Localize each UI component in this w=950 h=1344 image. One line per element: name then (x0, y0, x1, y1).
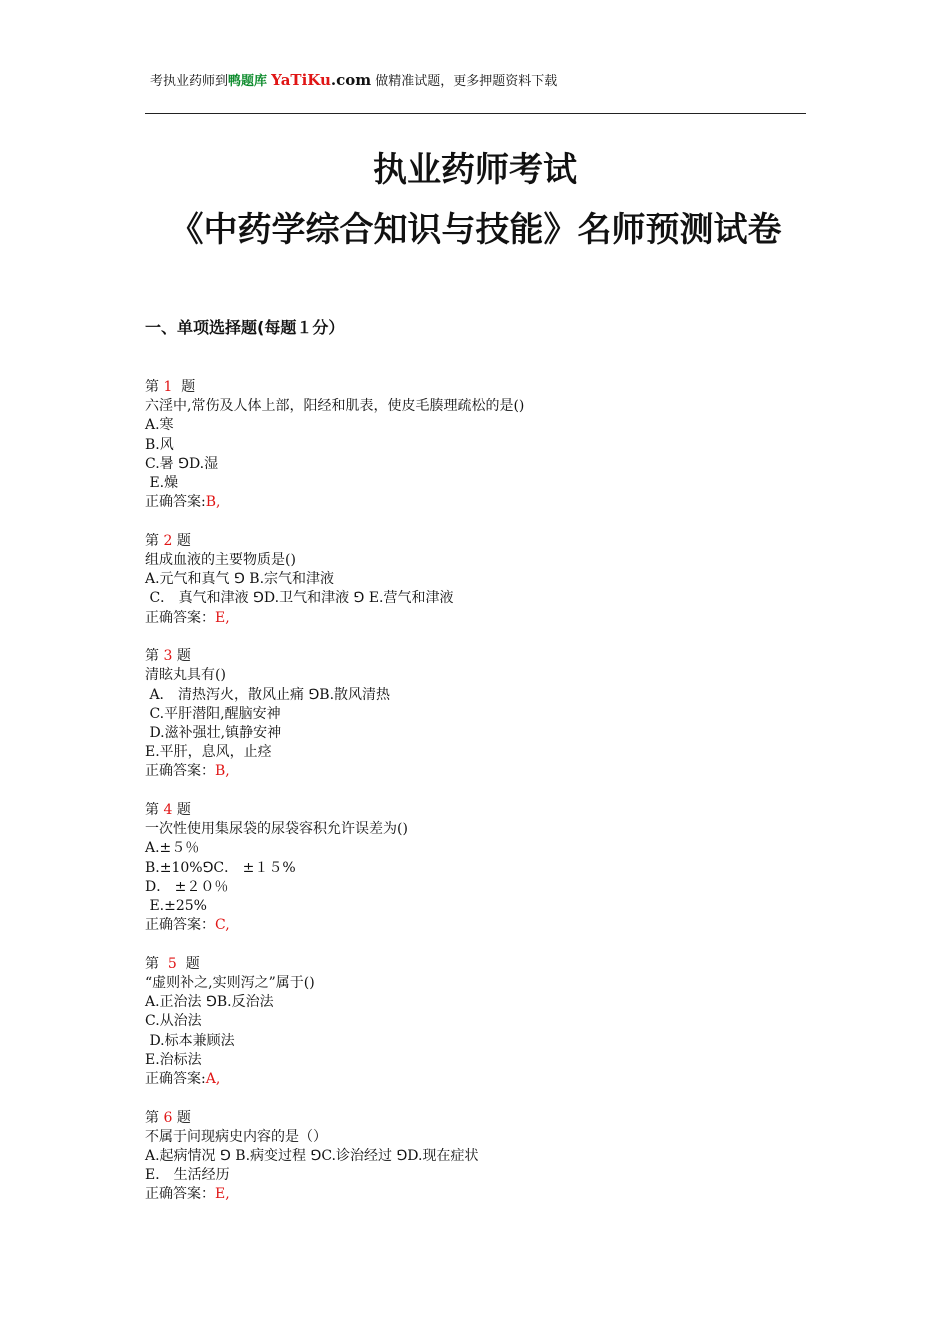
question-number (145, 532, 806, 551)
answer-label: 正确答案: (145, 1071, 206, 1087)
answer-option: D． ±２０％ (145, 878, 229, 895)
brand-name-cn: 鸭题库 (228, 74, 268, 89)
answer-option: A.±５％ (145, 840, 200, 857)
question-number (145, 801, 806, 820)
correct-answer (145, 916, 806, 935)
question-number-prefix: 第 (145, 648, 164, 665)
question-number-suffix: 题 (176, 955, 200, 972)
answer-option: B.±10%⅁C． ±１５% (145, 859, 296, 876)
section-heading: 一、单项选择题(每题１分） (145, 318, 345, 337)
answer-label: 正确答案： (145, 917, 215, 934)
answer-option: A.元气和真气 ⅁ B.宗气和津液 (145, 571, 335, 588)
question-number-prefix: 第 (145, 955, 168, 972)
answer-option: E.±25% (145, 898, 207, 914)
answer-option: C.从治法 (145, 1013, 202, 1030)
answer-value: E, (215, 1186, 230, 1203)
answer-option: D.标本兼顾法 (145, 1032, 235, 1049)
answer-value: A, (205, 1071, 221, 1087)
question-number-prefix: 第 (145, 802, 164, 819)
correct-answer (145, 1070, 806, 1089)
question-number (145, 647, 806, 666)
question-number-prefix: 第 (145, 1109, 164, 1126)
question-stem: 六淫中,常伤及人体上部，阳经和肌表，使皮毛腠理疏松的是() (145, 398, 525, 415)
answer-option: E.燥 (145, 474, 179, 491)
brand-name-en: YaTiKu (271, 71, 331, 89)
question-number-suffix: 题 (172, 532, 191, 549)
header-suffix: 做精准试题，更多押题资料下载 (375, 74, 558, 89)
correct-answer (145, 1185, 806, 1204)
question-block (145, 955, 806, 1089)
answer-option: A． 清热泻火，散风止痛 ⅁B.散风清热 (145, 686, 391, 703)
question-block (145, 801, 806, 935)
answer-option: E． 生活经历 (145, 1167, 230, 1184)
question-number-value: 6 (163, 1109, 173, 1126)
header-banner (150, 70, 557, 89)
answer-option: C.平肝潜阳,醒脑安神 (145, 705, 281, 722)
answer-option: A.寒 (145, 417, 174, 434)
question-stem: 组成血液的主要物质是() (145, 552, 296, 568)
answer-label: 正确答案： (145, 1186, 215, 1203)
question-number-prefix: 第 (145, 379, 164, 395)
answer-label: 正确答案： (145, 763, 215, 780)
answer-option: C.暑 ⅁D.湿 (145, 455, 219, 472)
question-number-value: 3 (163, 648, 173, 665)
paper-title: 《中药学综合知识与技能》名师预测试卷 (169, 210, 782, 250)
answer-value: E, (215, 609, 230, 626)
question-number (145, 1109, 806, 1128)
answer-value: C, (215, 917, 230, 934)
question-number-value: 2 (163, 532, 173, 549)
answer-option: A.正治法 ⅁B.反治法 (145, 994, 274, 1011)
question-number-suffix: 题 (172, 379, 196, 395)
answer-option: A.起病情况 ⅁ B.病变过程 ⅁C.诊治经过 ⅁D.现在症状 (145, 1148, 479, 1165)
question-stem: 不属于问现病史内容的是（） (145, 1128, 327, 1145)
question-number (145, 378, 806, 397)
question-block (145, 378, 806, 512)
correct-answer (145, 493, 806, 512)
answer-value: B, (205, 494, 221, 511)
answer-option: B.风 (145, 436, 174, 453)
header-prefix: 考执业药师到 (150, 74, 229, 89)
correct-answer (145, 609, 806, 628)
question-block (145, 532, 806, 628)
question-number-suffix: 题 (172, 802, 191, 819)
answer-option: E.治标法 (145, 1051, 202, 1068)
answer-option: C． 真气和津液 ⅁D.卫气和津液 ⅁ E.营气和津液 (145, 590, 454, 607)
question-number-suffix: 题 (172, 1109, 191, 1126)
answer-label: 正确答案： (145, 609, 215, 626)
question-number (145, 955, 806, 974)
question-stem: 清眩丸具有() (145, 667, 226, 684)
question-number-value: 1 (163, 379, 173, 395)
exam-title: 执业药师考试 (373, 150, 577, 190)
correct-answer (145, 762, 806, 781)
question-block (145, 647, 806, 781)
header-divider (145, 113, 806, 114)
question-number-prefix: 第 (145, 532, 164, 549)
answer-option: E.平肝，息风，止痉 (145, 744, 272, 761)
question-number-value: 5 (167, 955, 177, 972)
brand-domain: .com (330, 71, 372, 89)
question-number-value: 4 (163, 802, 173, 819)
question-stem: “虚则补之,实则泻之”属于() (145, 975, 315, 992)
answer-option: D.滋补强壮,镇静安神 (145, 725, 282, 741)
answer-label: 正确答案: (145, 494, 206, 511)
answer-value: B, (215, 763, 230, 780)
question-block (145, 1109, 806, 1205)
question-stem: 一次性使用集尿袋的尿袋容积允许误差为() (145, 821, 408, 838)
question-number-suffix: 题 (172, 648, 191, 665)
question-list (145, 378, 806, 1224)
